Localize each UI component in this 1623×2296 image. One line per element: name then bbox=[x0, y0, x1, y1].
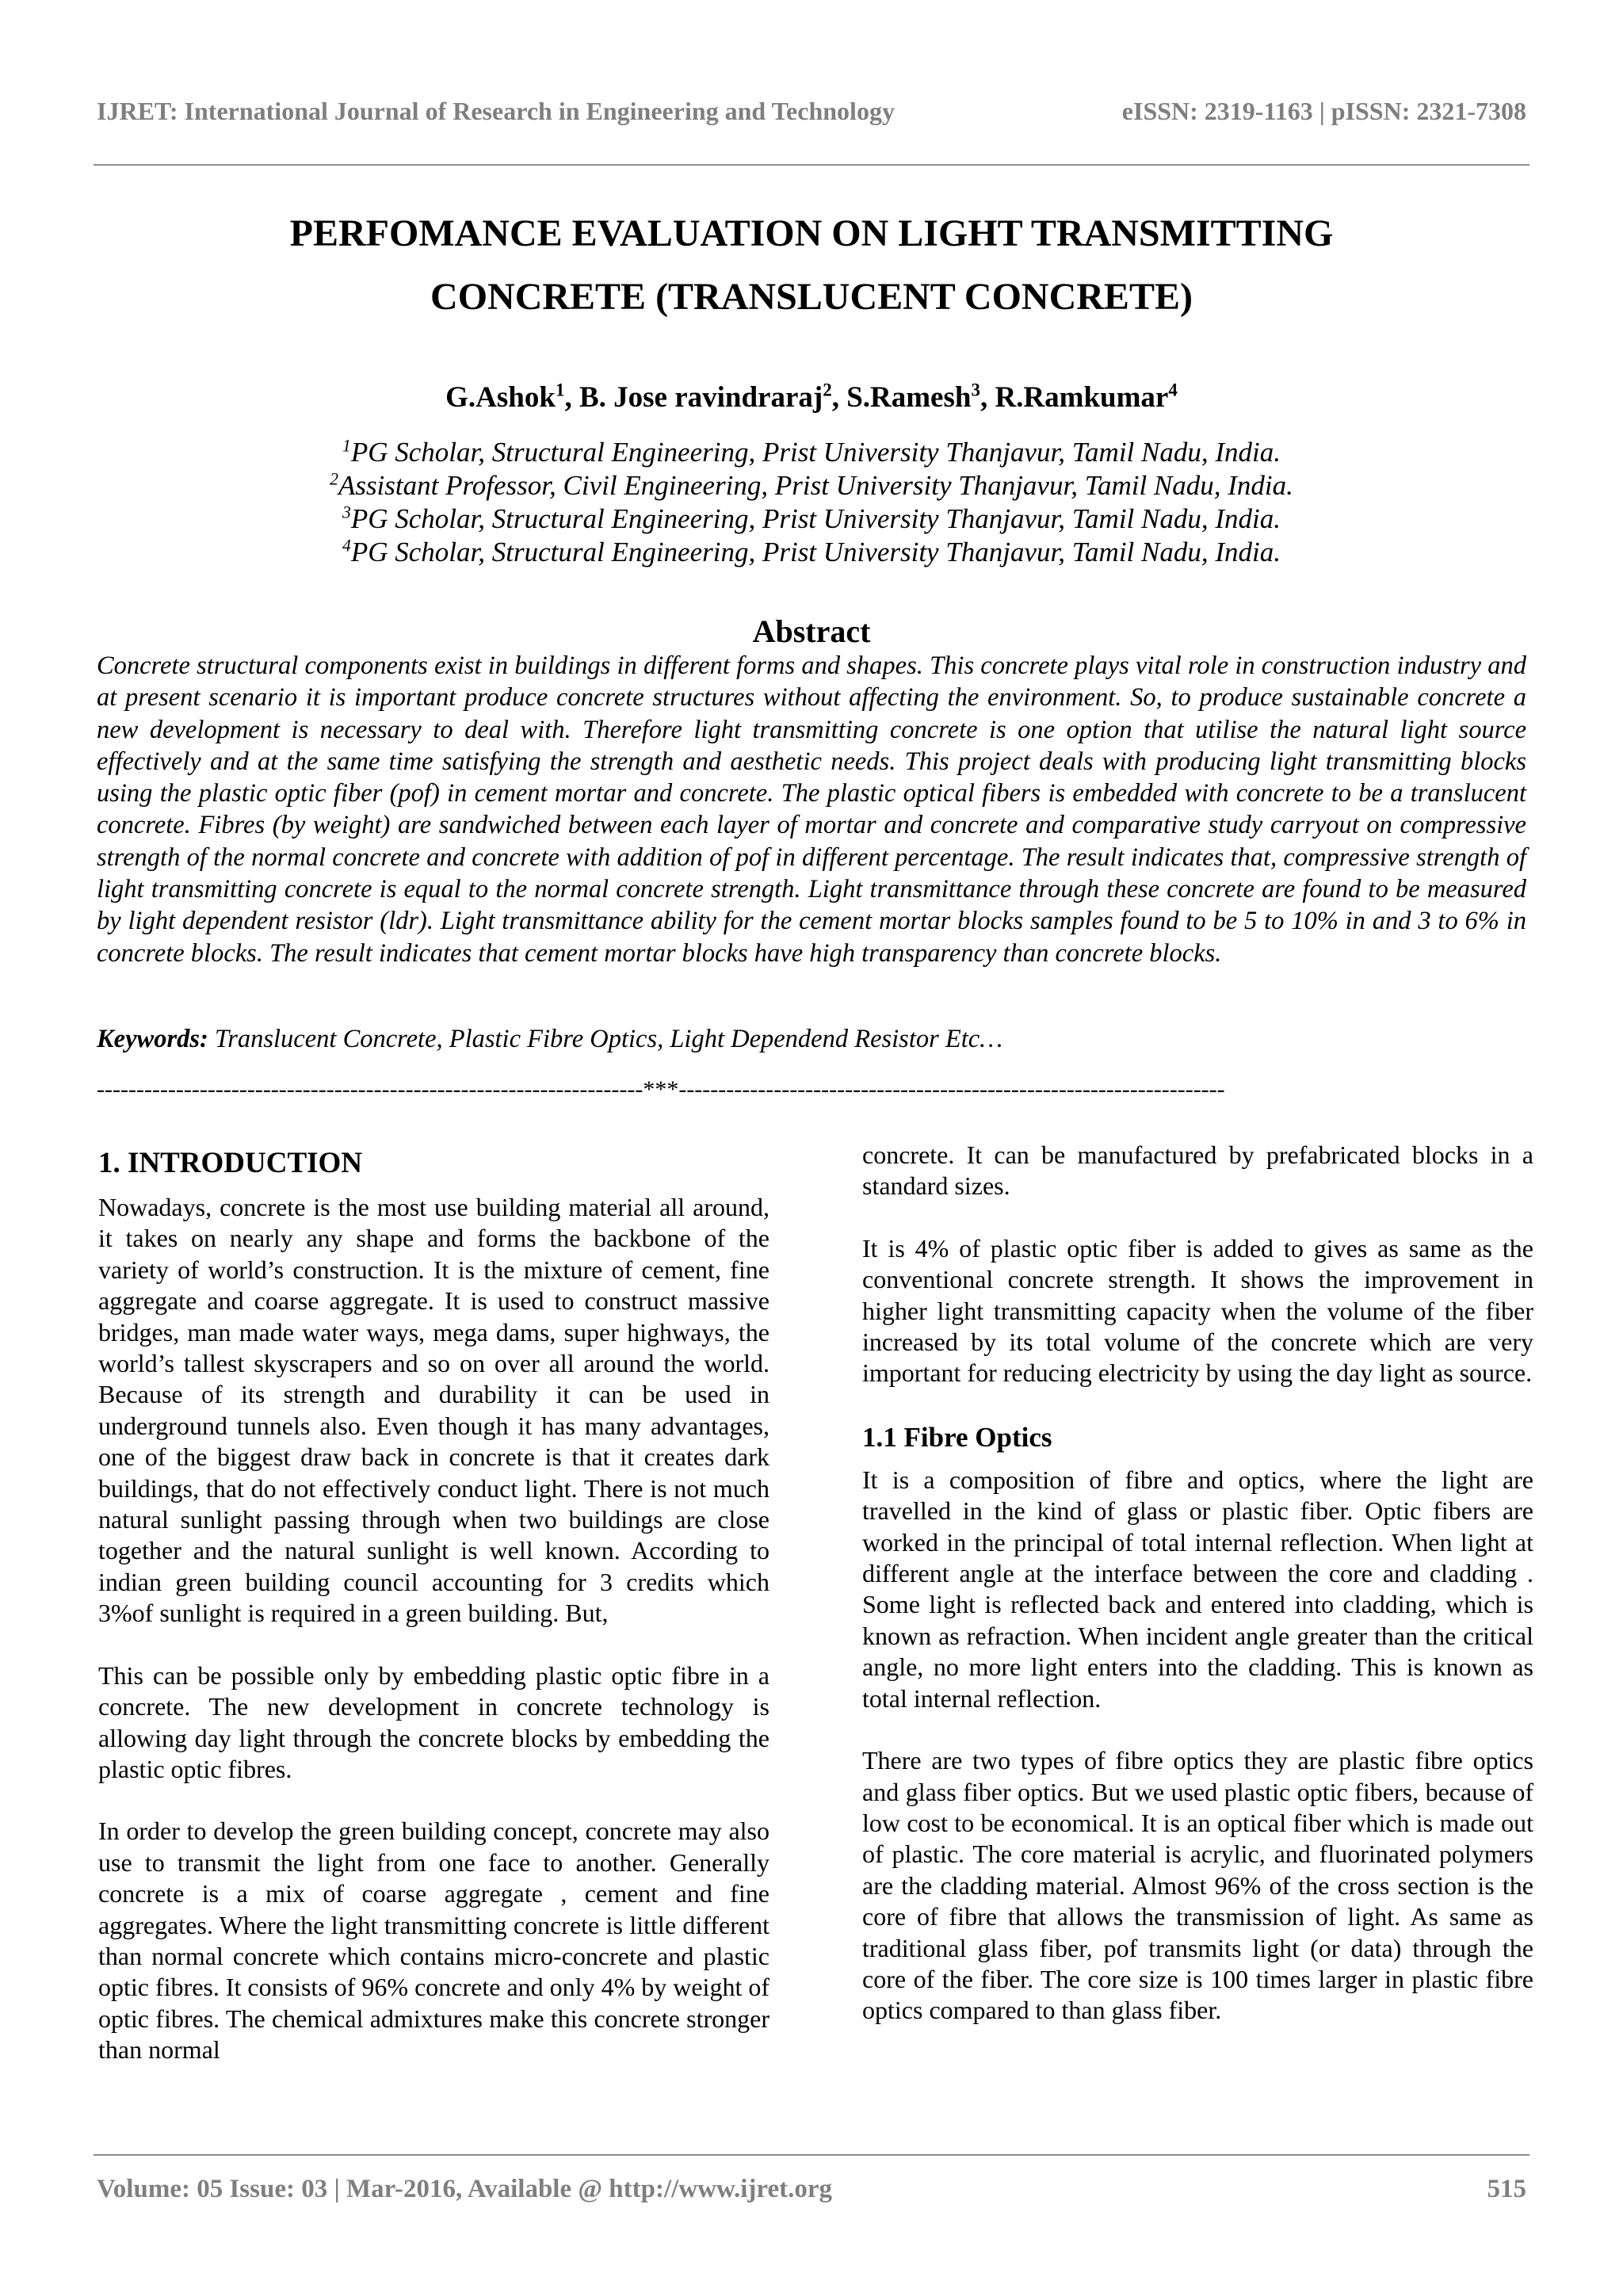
running-header bbox=[97, 97, 1526, 136]
author: R.Ramkumar$^4$ bbox=[995, 380, 1178, 414]
paragraph: In order to develop the green building concept, concrete may also use to transmit the light from one face to another. Generally concrete is a mix of coarse aggregate , cement and fine aggregates. Where the light transmitting concrete is little different than normal concrete which contains micro-concrete and plastic optic fibres. It consists of 96% concrete and only 4% by weight of optic fibres. The chemical admixtures make this concrete stronger than normal bbox=[98, 1817, 769, 2065]
affiliation: $^3$PG Scholar, Structural Engineering, Prist University Thanjavur, Tamil Nadu, India. bbox=[342, 502, 1281, 534]
footer-rule bbox=[94, 2154, 1529, 2156]
section-separator: ---------------------------------------------------------------------***--------------------------------------------------------------------- bbox=[97, 1076, 1225, 1102]
affiliation: $^1$PG Scholar, Structural Engineering, Prist University Thanjavur, Tamil Nadu, India. bbox=[342, 436, 1281, 468]
paragraph: This can be possible only by embedding plastic optic fibre in a concrete. The new development in concrete technology is allowing day light through the concrete blocks by embedding the plastic optic fibres. bbox=[98, 1660, 769, 1783]
left-column bbox=[98, 1140, 769, 2097]
author: B. Jose ravindraraj$^2$, bbox=[579, 380, 847, 414]
issn-numbers: eISSN: 2319-1163 | pISSN: 2321-7308 bbox=[1121, 97, 1526, 125]
paragraph: Nowadays, concrete is the most use building material all around, it takes on nearly any shape and forms the backbone of the variety of world’s construction. It is the mixture of cement, fine aggregate and coarse aggregate. It is used to construct massive bridges, man made water ways, mega dams, super highways, the world’s tallest skyscrapers and so on over all around the world. Because of its strength and durability it can be used in underground tunnels also. Even though it has many advantages, one of the biggest draw back in concrete is that it creates dark buildings, that do not effectively conduct light. There is not much natural sunlight passing through when two buildings are close together and the natural sunlight is well known. According to indian green building council accounting for 3 credits which 3%of sunlight is required in a green building. But, bbox=[98, 1193, 769, 1628]
abstract-text: Concrete structural components exist in buildings in different forms and shapes. This concrete plays vital role in construction industry and at present scenario it is important produce concrete structures without affecting the environment. So, to produce sustainable concrete a new development is necessary to deal with. Therefore light transmitting concrete is one option that utilise the natural light source effectively and at the same time satisfying the strength and aesthetic needs. This project deals with producing light transmitting blocks using the plastic optic fiber (pof) in cement mortar and concrete. The plastic optical fibers is embedded with concrete to be a translucent concrete. Fibres (by weight) are sandwiched between each layer of mortar and concrete and comparative study carryout on compressive strength of the normal concrete and concrete with addition of pof in different percentage. The result indicates that, compressive strength of light transmitting concrete is equal to the normal concrete strength. Light transmittance through these concrete are found to be measured by light dependent resistor (ldr). Light transmittance ability for the cement mortar blocks samples found to be 5 to 10% in and 3 to 6% in concrete blocks. The result indicates that cement mortar blocks have high transparency than concrete blocks. bbox=[97, 651, 1526, 968]
header-rule bbox=[94, 164, 1529, 166]
page-number: 515 bbox=[1487, 2175, 1526, 2203]
abstract-heading: Abstract bbox=[752, 613, 871, 649]
affiliation: $^4$PG Scholar, Structural Engineering, Prist University Thanjavur, Tamil Nadu, India. bbox=[342, 536, 1281, 567]
paper-title bbox=[119, 202, 1504, 329]
affiliations bbox=[97, 436, 1526, 569]
right-column bbox=[862, 1140, 1533, 2057]
journal-name: IJRET: International Journal of Research in Engineering and Technology bbox=[97, 97, 895, 125]
paragraph: It is a composition of fibre and optics, where the light are travelled in the kind of glass or plastic fiber. Optic fibers are worked in the principal of total internal reflection. When light at different angle at the interface between the core and cladding . Some light is reflected back and entered into cladding, which is known as refraction. When incident angle greater than the critical angle, no more light enters into the cladding. This is known as total internal reflection. bbox=[862, 1465, 1533, 1713]
title-line-2: CONCRETE (TRANSLUCENT CONCRETE) bbox=[430, 276, 1193, 318]
section-heading-introduction: 1. INTRODUCTION bbox=[98, 1147, 363, 1179]
author: S.Ramesh$^3$, bbox=[846, 380, 995, 414]
paragraph: There are two types of fibre optics they are plastic fibre optics and glass fiber optics. But we used plastic optic fibers, because of low cost to be economical. It is an optical fiber which is made out of plastic. The core material is acrylic, and fluorinated polymers are the cladding material. Almost 96% of the cross section is the core of fibre that allows the transmission of light. As same as traditional glass fiber, pof transmits light (or data) through the core of the fiber. The core size is 100 times larger in plastic fibre optics compared to than glass fiber. bbox=[862, 1746, 1533, 2025]
keywords-text: Translucent Concrete, Plastic Fibre Optics, Light Dependend Resistor Etc… bbox=[208, 1025, 1003, 1053]
author: G.Ashok$^1$, bbox=[445, 380, 579, 414]
author-list bbox=[97, 380, 1526, 415]
title-line-1: PERFOMANCE EVALUATION ON LIGHT TRANSMITTING bbox=[289, 212, 1334, 254]
subsection-heading-fibre-optics: 1.1 Fibre Optics bbox=[862, 1421, 1052, 1453]
keywords-label: Keywords: bbox=[97, 1025, 208, 1053]
paragraph: concrete. It can be manufactured by prefabricated blocks in a standard sizes. bbox=[862, 1140, 1533, 1201]
paragraph: It is 4% of plastic optic fiber is added to gives as same as the conventional concrete strength. It shows the improvement in higher light transmitting capacity when the volume of the fiber increased by its total volume of the concrete which are very important for reducing electricity by using the day light as source. bbox=[862, 1233, 1533, 1388]
volume-info: Volume: 05 Issue: 03 | Mar-2016, Available @ http://www.ijret.org bbox=[97, 2175, 832, 2203]
affiliation: $^2$Assistant Professor, Civil Engineering, Prist University Thanjavur, Tamil Nadu, India. bbox=[330, 469, 1293, 501]
keywords bbox=[97, 1025, 1526, 1054]
